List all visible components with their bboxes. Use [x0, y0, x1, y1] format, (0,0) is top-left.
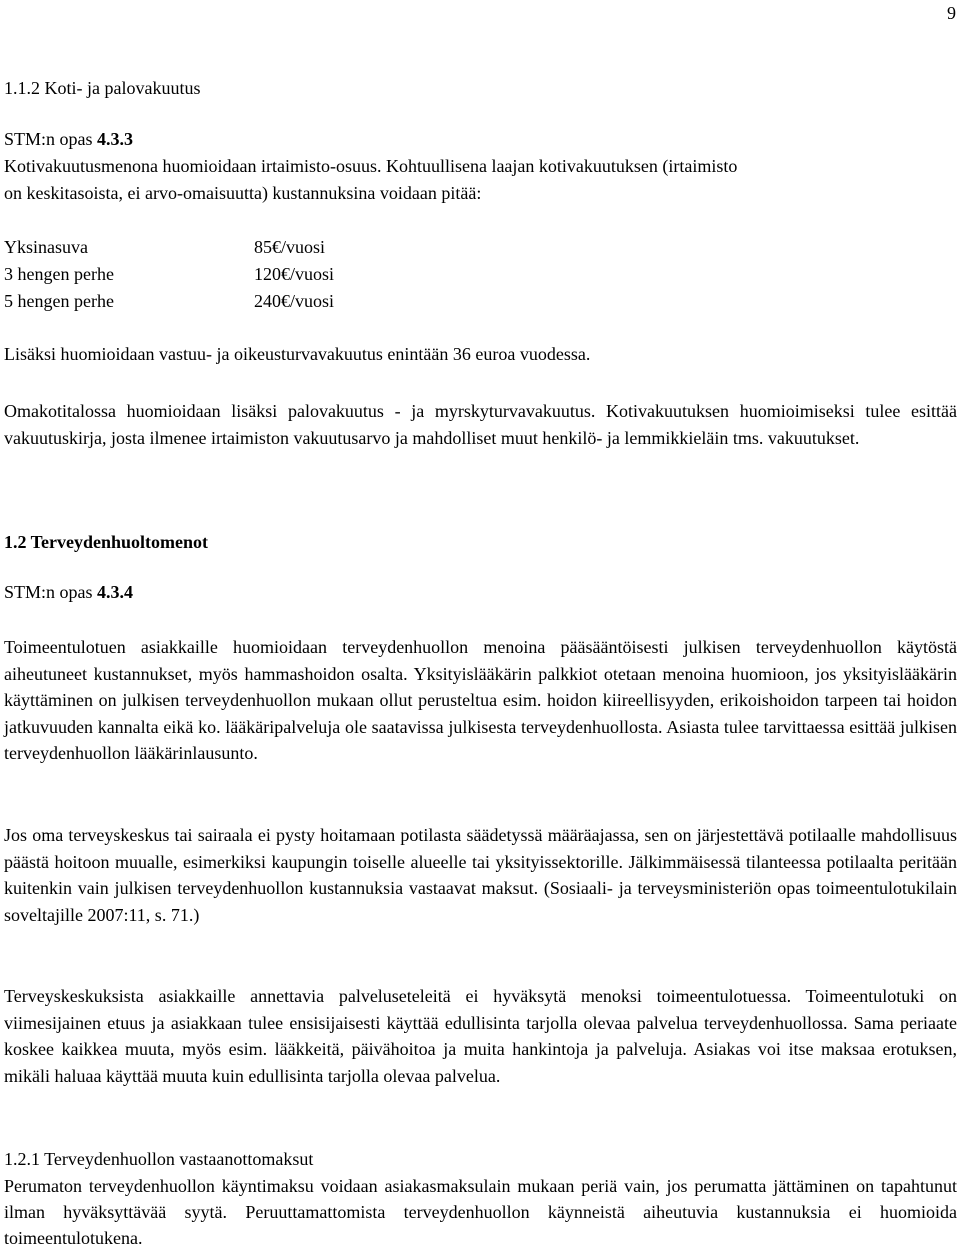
cost-amount: 120€/vuosi — [254, 264, 335, 284]
health-care-paragraph-1: Toimeentulotuen asiakkaille huomioidaan terveydenhuollon menoina pääsääntöisesti julkisen terveydenhuollon käytöstä aiheutuneet kustannukset, myös hammashoidon osalta. Yksityislääkärin palkkiot otetaan menoina huomioon, jos yksityislääkärin käyttäminen on julkisen terveydenhuollon mukaan ollut perusteltua esim. hoidon kiireellisyyden, erikoishoidon tarpeen tai hoidon jatkuvuuden kannalta eikä ko. lääkäripalveluja ole saatavissa julkisesta terveydenhuollosta. Asiasta tulee tarvittaessa esittää julkisen terveydenhuollon lääkärinlausunto. — [4, 637, 957, 764]
household-type: 3 hengen perhe — [4, 264, 114, 284]
guide-reference-number: 4.3.4 — [97, 582, 134, 602]
intro-line-2: on keskitasoista, ei arvo-omaisuutta) kustannuksina voidaan pitää: — [4, 183, 482, 203]
cost-row — [4, 234, 334, 261]
health-care-paragraph-2: Jos oma terveyskeskus tai sairaala ei pysty hoitamaan potilasta säädetyssä määräajassa, sen on järjestettävä potilaalle mahdollisuus päästä hoitoon muualle, esimerkiksi kaupungin toiselle alueelle tai yksityissektorille. Jälkimmäisessä tilanteessa potilaalta peritään kuitenkin vain julkisen terveydenhuollon kustannuksia vastaavat maksut. (Sosiaali- ja terveysministeriön opas toimeentulotukilain soveltajille 2007:11, s. 71.) — [4, 825, 957, 925]
cost-amount: 85€/vuosi — [254, 237, 326, 257]
section-heading-health-care: 1.2 Terveydenhuoltomenot — [4, 532, 209, 552]
insurance-cost-table — [4, 234, 334, 315]
intro-line-1: Kotivakuutusmenona huomioidaan irtaimisto-osuus. Kohtuullisena laajan kotivakuutuksen (irtaimisto — [4, 156, 738, 176]
house-insurance-paragraph: Omakotitalossa huomioidaan lisäksi palovakuutus - ja myrskyturvavakuutus. Kotivakuutuksen huomioimiseksi tulee esittää vakuutuskirja, josta ilmenee irtaimiston vakuutusarvo ja mahdolliset muut henkilö- ja lemmikkieläin tms. vakuutukset. — [4, 401, 957, 448]
health-care-paragraph-3: Terveyskeskuksista asiakkaille annettavia palveluseteleitä ei hyväksytä menoksi toimeentulotuessa. Toimeentulotuki on viimesijainen etuus ja asiakkaan tulee ensisijaisesti käyttää edullisinta tarjolla olevaa palvelua terveydenhuollossa. Sama periaate koskee kaikkea muuta, myös esim. lääkkeitä, päivähoitoa ja muita hankintoja ja palveluja. Asiakas voi itse maksaa erotuksen, mikäli haluaa käyttää muuta kuin edullisinta tarjolla olevaa palvelua. — [4, 986, 957, 1086]
cost-row — [4, 261, 334, 288]
guide-reference-number: 4.3.3 — [97, 129, 134, 149]
section-heading-appointment-fees: 1.2.1 Terveydenhuollon vastaanottomaksut — [4, 1149, 314, 1169]
appointment-fees-paragraph: Perumaton terveydenhuollon käyntimaksu voidaan asiakasmaksulain mukaan periä vain, jos perumatta jättäminen on tapahtunut ilman hyväksyttävää syytä. Peruuttamattomista terveydenhuollon käynneistä aiheutuvia kustannuksia ei huomioida toimeentulotukena. — [4, 1176, 957, 1248]
page-number: 9 — [947, 3, 956, 23]
cost-amount: 240€/vuosi — [254, 291, 335, 311]
guide-reference-prefix: STM:n opas — [4, 129, 98, 149]
liability-note: Lisäksi huomioidaan vastuu- ja oikeusturvavakuutus enintään 36 euroa vuodessa. — [4, 344, 591, 364]
household-type: Yksinasuva — [4, 237, 88, 257]
guide-reference — [4, 126, 133, 153]
guide-reference — [4, 579, 133, 606]
guide-reference-prefix: STM:n opas — [4, 582, 98, 602]
cost-row — [4, 288, 334, 315]
household-type: 5 hengen perhe — [4, 291, 114, 311]
section-heading-home-insurance: 1.1.2 Koti- ja palovakuutus — [4, 78, 201, 98]
